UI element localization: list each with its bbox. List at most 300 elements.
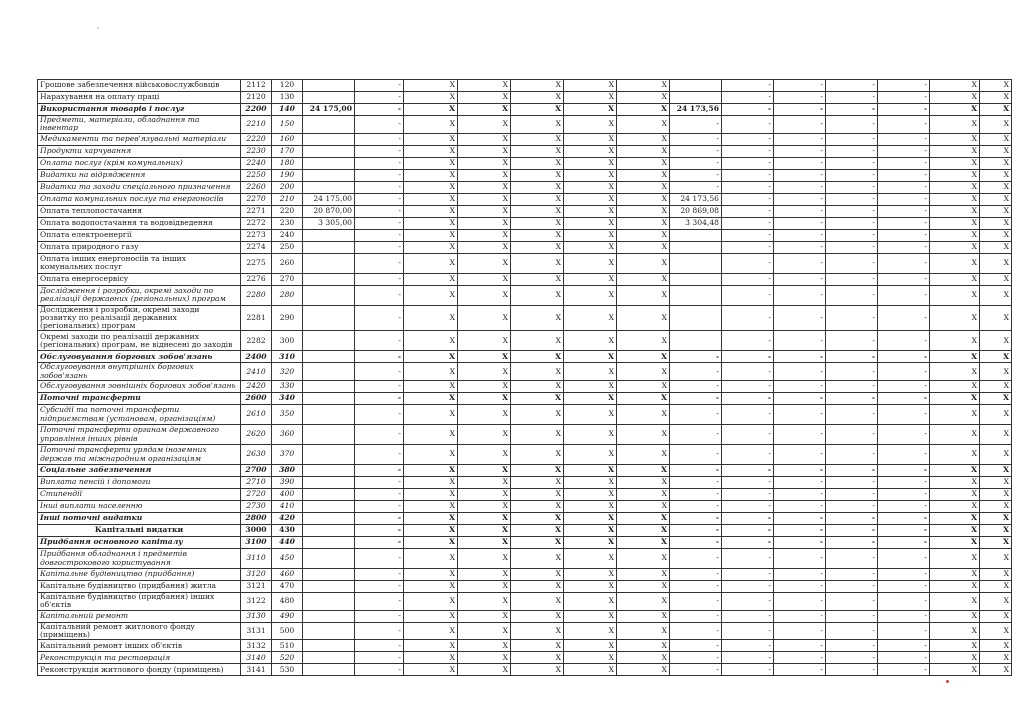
actual-amount-cell: -	[670, 133, 722, 145]
row-code-cell: 2120	[241, 92, 272, 104]
value-cell: -	[878, 652, 930, 664]
x-mark-cell: X	[980, 477, 1012, 489]
x-mark-cell: X	[617, 489, 670, 501]
plan-amount-cell	[303, 569, 355, 581]
row-name-cell: Дослідження і розробки, окремі заходи розвитку по реалізації державних (регіональних) програм	[38, 305, 241, 331]
x-mark-cell: X	[980, 465, 1012, 477]
x-mark-cell: X	[930, 104, 980, 116]
value-cell: -	[722, 104, 774, 116]
actual-amount-cell: -	[670, 513, 722, 525]
value-cell: -	[826, 569, 878, 581]
value-cell: -	[722, 331, 774, 351]
x-mark-cell: X	[617, 205, 670, 217]
row-code-cell: 2720	[241, 489, 272, 501]
value-cell: -	[826, 477, 878, 489]
x-mark-cell: X	[511, 610, 564, 622]
row-number-cell: 160	[272, 133, 303, 145]
row-name-cell: Капітальні видатки	[38, 525, 241, 537]
row-number-cell: 210	[272, 193, 303, 205]
x-mark-cell: X	[617, 610, 670, 622]
x-mark-cell: X	[458, 393, 511, 405]
row-number-cell: 400	[272, 489, 303, 501]
x-mark-cell: X	[511, 205, 564, 217]
value-cell: -	[355, 569, 404, 581]
value-cell: -	[826, 169, 878, 181]
actual-amount-cell: -	[670, 145, 722, 157]
row-number-cell: 290	[272, 305, 303, 331]
value-cell: -	[355, 145, 404, 157]
x-mark-cell: X	[930, 80, 980, 92]
table-row	[38, 169, 1012, 181]
x-mark-cell: X	[930, 477, 980, 489]
x-mark-cell: X	[617, 425, 670, 445]
row-number-cell: 470	[272, 581, 303, 593]
x-mark-cell: X	[458, 193, 511, 205]
plan-amount-cell	[303, 513, 355, 525]
table-row	[38, 193, 1012, 205]
row-code-cell: 2710	[241, 477, 272, 489]
x-mark-cell: X	[564, 465, 617, 477]
value-cell: -	[722, 217, 774, 229]
x-mark-cell: X	[564, 393, 617, 405]
row-name-cell: Стипендії	[38, 489, 241, 501]
actual-amount-cell: -	[670, 501, 722, 513]
actual-amount-cell: -	[670, 581, 722, 593]
x-mark-cell: X	[511, 445, 564, 465]
row-code-cell: 2700	[241, 465, 272, 477]
x-mark-cell: X	[980, 145, 1012, 157]
value-cell: -	[355, 133, 404, 145]
x-mark-cell: X	[404, 581, 458, 593]
plan-amount-cell	[303, 477, 355, 489]
value-cell: -	[826, 285, 878, 305]
row-code-cell: 2210	[241, 116, 272, 134]
x-mark-cell: X	[564, 425, 617, 445]
value-cell: -	[722, 513, 774, 525]
row-code-cell: 2220	[241, 133, 272, 145]
value-cell: -	[722, 393, 774, 405]
x-mark-cell: X	[511, 664, 564, 676]
value-cell: -	[355, 157, 404, 169]
x-mark-cell: X	[980, 229, 1012, 241]
value-cell: -	[355, 253, 404, 273]
value-cell: -	[878, 465, 930, 477]
x-mark-cell: X	[458, 80, 511, 92]
x-mark-cell: X	[617, 569, 670, 581]
x-mark-cell: X	[564, 157, 617, 169]
value-cell: -	[774, 80, 826, 92]
row-code-cell: 3100	[241, 537, 272, 549]
value-cell: -	[774, 253, 826, 273]
plan-amount-cell: 20 870,00	[303, 205, 355, 217]
x-mark-cell: X	[564, 285, 617, 305]
value-cell: -	[774, 181, 826, 193]
row-code-cell: 2273	[241, 229, 272, 241]
x-mark-cell: X	[564, 351, 617, 363]
value-cell: -	[355, 116, 404, 134]
x-mark-cell: X	[617, 305, 670, 331]
value-cell: -	[878, 537, 930, 549]
plan-amount-cell	[303, 581, 355, 593]
x-mark-cell: X	[930, 253, 980, 273]
x-mark-cell: X	[404, 652, 458, 664]
actual-amount-cell: 3 304,48	[670, 217, 722, 229]
row-code-cell: 3131	[241, 622, 272, 640]
value-cell: -	[722, 145, 774, 157]
x-mark-cell: X	[980, 525, 1012, 537]
x-mark-cell: X	[980, 305, 1012, 331]
value-cell: -	[774, 145, 826, 157]
value-cell: -	[878, 305, 930, 331]
plan-amount-cell	[303, 285, 355, 305]
value-cell: -	[355, 229, 404, 241]
row-code-cell: 2610	[241, 405, 272, 425]
x-mark-cell: X	[564, 622, 617, 640]
row-number-cell: 220	[272, 205, 303, 217]
x-mark-cell: X	[564, 381, 617, 393]
value-cell: -	[355, 445, 404, 465]
plan-amount-cell	[303, 593, 355, 611]
plan-amount-cell: 24 175,00	[303, 193, 355, 205]
x-mark-cell: X	[930, 549, 980, 569]
row-name-cell: Оплата електроенергії	[38, 229, 241, 241]
x-mark-cell: X	[617, 664, 670, 676]
x-mark-cell: X	[930, 622, 980, 640]
value-cell: -	[878, 525, 930, 537]
plan-amount-cell	[303, 537, 355, 549]
x-mark-cell: X	[511, 193, 564, 205]
value-cell: -	[355, 513, 404, 525]
row-code-cell: 2280	[241, 285, 272, 305]
x-mark-cell: X	[511, 92, 564, 104]
row-name-cell: Оплата природного газу	[38, 241, 241, 253]
row-code-cell: 2270	[241, 193, 272, 205]
x-mark-cell: X	[458, 229, 511, 241]
x-mark-cell: X	[617, 241, 670, 253]
x-mark-cell: X	[458, 157, 511, 169]
value-cell: -	[826, 133, 878, 145]
row-code-cell: 2250	[241, 169, 272, 181]
value-cell: -	[722, 169, 774, 181]
table-row	[38, 465, 1012, 477]
x-mark-cell: X	[617, 622, 670, 640]
x-mark-cell: X	[404, 305, 458, 331]
value-cell: -	[878, 205, 930, 217]
x-mark-cell: X	[930, 610, 980, 622]
x-mark-cell: X	[564, 116, 617, 134]
value-cell: -	[826, 489, 878, 501]
row-number-cell: 130	[272, 92, 303, 104]
value-cell: -	[722, 477, 774, 489]
table-row	[38, 305, 1012, 331]
x-mark-cell: X	[980, 116, 1012, 134]
value-cell: -	[826, 205, 878, 217]
value-cell: -	[826, 581, 878, 593]
value-cell: -	[722, 569, 774, 581]
x-mark-cell: X	[930, 405, 980, 425]
value-cell: -	[826, 273, 878, 285]
x-mark-cell: X	[511, 425, 564, 445]
value-cell: -	[774, 465, 826, 477]
x-mark-cell: X	[511, 393, 564, 405]
row-name-cell: Предмети, матеріали, обладнання та інвентар	[38, 116, 241, 134]
row-name-cell: Видатки та заходи спеціального призначення	[38, 181, 241, 193]
x-mark-cell: X	[930, 652, 980, 664]
value-cell: -	[355, 537, 404, 549]
row-name-cell: Дослідження і розробки, окремі заходи по реалізації державних (регіональних) програм	[38, 285, 241, 305]
x-mark-cell: X	[404, 273, 458, 285]
x-mark-cell: X	[930, 229, 980, 241]
x-mark-cell: X	[404, 169, 458, 181]
actual-amount-cell: -	[670, 181, 722, 193]
plan-amount-cell	[303, 501, 355, 513]
table-row	[38, 145, 1012, 157]
plan-amount-cell	[303, 622, 355, 640]
actual-amount-cell	[670, 92, 722, 104]
actual-amount-cell	[670, 253, 722, 273]
x-mark-cell: X	[980, 445, 1012, 465]
row-number-cell: 120	[272, 80, 303, 92]
x-mark-cell: X	[617, 92, 670, 104]
x-mark-cell: X	[980, 273, 1012, 285]
value-cell: -	[878, 169, 930, 181]
value-cell: -	[826, 241, 878, 253]
actual-amount-cell: -	[670, 381, 722, 393]
value-cell: -	[774, 285, 826, 305]
value-cell: -	[826, 229, 878, 241]
actual-amount-cell: -	[670, 445, 722, 465]
row-code-cell: 2420	[241, 381, 272, 393]
row-number-cell: 310	[272, 351, 303, 363]
x-mark-cell: X	[458, 363, 511, 381]
x-mark-cell: X	[980, 581, 1012, 593]
value-cell: -	[774, 549, 826, 569]
row-code-cell: 2200	[241, 104, 272, 116]
table-row	[38, 363, 1012, 381]
value-cell: -	[722, 501, 774, 513]
x-mark-cell: X	[980, 489, 1012, 501]
table-row	[38, 405, 1012, 425]
value-cell: -	[774, 133, 826, 145]
value-cell: -	[722, 205, 774, 217]
value-cell: -	[355, 381, 404, 393]
table-row	[38, 229, 1012, 241]
plan-amount-cell	[303, 169, 355, 181]
row-name-cell: Придбання основного капіталу	[38, 537, 241, 549]
value-cell: -	[826, 104, 878, 116]
x-mark-cell: X	[980, 513, 1012, 525]
row-name-cell: Видатки на відрядження	[38, 169, 241, 181]
row-name-cell: Виплата пенсій і допомоги	[38, 477, 241, 489]
value-cell: -	[878, 581, 930, 593]
value-cell: -	[826, 331, 878, 351]
value-cell: -	[878, 104, 930, 116]
x-mark-cell: X	[511, 241, 564, 253]
table-row	[38, 104, 1012, 116]
plan-amount-cell	[303, 465, 355, 477]
row-code-cell: 2620	[241, 425, 272, 445]
x-mark-cell: X	[617, 393, 670, 405]
x-mark-cell: X	[458, 405, 511, 425]
table-row	[38, 381, 1012, 393]
x-mark-cell: X	[980, 393, 1012, 405]
actual-amount-cell: -	[670, 405, 722, 425]
row-number-cell: 280	[272, 285, 303, 305]
x-mark-cell: X	[930, 489, 980, 501]
x-mark-cell: X	[930, 465, 980, 477]
row-name-cell: Оплата енергосервісу	[38, 273, 241, 285]
value-cell: -	[826, 157, 878, 169]
x-mark-cell: X	[617, 133, 670, 145]
value-cell: -	[774, 477, 826, 489]
plan-amount-cell	[303, 489, 355, 501]
row-number-cell: 460	[272, 569, 303, 581]
x-mark-cell: X	[404, 664, 458, 676]
plan-amount-cell	[303, 116, 355, 134]
x-mark-cell: X	[930, 425, 980, 445]
value-cell: -	[722, 405, 774, 425]
x-mark-cell: X	[458, 445, 511, 465]
row-number-cell: 350	[272, 405, 303, 425]
row-name-cell: Окремі заходи по реалізації державних (регіональних) програм, не віднесені до заходів	[38, 331, 241, 351]
x-mark-cell: X	[617, 104, 670, 116]
plan-amount-cell	[303, 425, 355, 445]
row-code-cell: 3000	[241, 525, 272, 537]
value-cell: -	[774, 445, 826, 465]
value-cell: -	[355, 477, 404, 489]
value-cell: -	[722, 640, 774, 652]
x-mark-cell: X	[404, 537, 458, 549]
value-cell: -	[826, 593, 878, 611]
value-cell: -	[878, 363, 930, 381]
row-number-cell: 150	[272, 116, 303, 134]
x-mark-cell: X	[458, 305, 511, 331]
x-mark-cell: X	[511, 273, 564, 285]
table-row	[38, 549, 1012, 569]
actual-amount-cell: -	[670, 622, 722, 640]
row-name-cell: Капітальне будівництво (придбання) житла	[38, 581, 241, 593]
x-mark-cell: X	[564, 305, 617, 331]
value-cell: -	[355, 501, 404, 513]
x-mark-cell: X	[564, 477, 617, 489]
table-row	[38, 569, 1012, 581]
row-code-cell: 2271	[241, 205, 272, 217]
actual-amount-cell: -	[670, 610, 722, 622]
x-mark-cell: X	[564, 169, 617, 181]
x-mark-cell: X	[617, 525, 670, 537]
value-cell: -	[878, 513, 930, 525]
value-cell: -	[878, 193, 930, 205]
x-mark-cell: X	[458, 525, 511, 537]
value-cell: -	[826, 116, 878, 134]
x-mark-cell: X	[564, 549, 617, 569]
x-mark-cell: X	[458, 273, 511, 285]
value-cell: -	[355, 593, 404, 611]
x-mark-cell: X	[564, 273, 617, 285]
x-mark-cell: X	[980, 640, 1012, 652]
value-cell: -	[355, 193, 404, 205]
x-mark-cell: X	[930, 581, 980, 593]
x-mark-cell: X	[404, 181, 458, 193]
actual-amount-cell	[670, 305, 722, 331]
x-mark-cell: X	[980, 169, 1012, 181]
x-mark-cell: X	[617, 640, 670, 652]
x-mark-cell: X	[404, 525, 458, 537]
x-mark-cell: X	[511, 331, 564, 351]
value-cell: -	[722, 489, 774, 501]
actual-amount-cell	[670, 331, 722, 351]
x-mark-cell: X	[511, 549, 564, 569]
value-cell: -	[774, 363, 826, 381]
x-mark-cell: X	[564, 229, 617, 241]
row-number-cell: 490	[272, 610, 303, 622]
x-mark-cell: X	[458, 116, 511, 134]
actual-amount-cell: -	[670, 549, 722, 569]
row-name-cell: Використання товарів і послуг	[38, 104, 241, 116]
actual-amount-cell: -	[670, 537, 722, 549]
value-cell: -	[355, 640, 404, 652]
x-mark-cell: X	[404, 80, 458, 92]
x-mark-cell: X	[930, 569, 980, 581]
row-number-cell: 340	[272, 393, 303, 405]
value-cell: -	[878, 640, 930, 652]
value-cell: -	[826, 393, 878, 405]
x-mark-cell: X	[930, 331, 980, 351]
table-row	[38, 116, 1012, 134]
actual-amount-cell: -	[670, 363, 722, 381]
value-cell: -	[774, 622, 826, 640]
value-cell: -	[722, 157, 774, 169]
x-mark-cell: X	[404, 405, 458, 425]
x-mark-cell: X	[458, 425, 511, 445]
x-mark-cell: X	[404, 92, 458, 104]
row-name-cell: Поточні трансферти	[38, 393, 241, 405]
value-cell: -	[878, 477, 930, 489]
table-row	[38, 133, 1012, 145]
x-mark-cell: X	[617, 593, 670, 611]
x-mark-cell: X	[458, 205, 511, 217]
x-mark-cell: X	[511, 133, 564, 145]
x-mark-cell: X	[458, 622, 511, 640]
x-mark-cell: X	[980, 285, 1012, 305]
x-mark-cell: X	[511, 80, 564, 92]
x-mark-cell: X	[458, 489, 511, 501]
x-mark-cell: X	[404, 465, 458, 477]
value-cell: -	[774, 537, 826, 549]
value-cell: -	[774, 652, 826, 664]
actual-amount-cell: 24 173,56	[670, 193, 722, 205]
value-cell: -	[722, 273, 774, 285]
value-cell: -	[774, 593, 826, 611]
x-mark-cell: X	[458, 381, 511, 393]
value-cell: -	[826, 363, 878, 381]
x-mark-cell: X	[980, 363, 1012, 381]
value-cell: -	[878, 253, 930, 273]
plan-amount-cell	[303, 133, 355, 145]
value-cell: -	[774, 205, 826, 217]
value-cell: -	[826, 537, 878, 549]
x-mark-cell: X	[564, 331, 617, 351]
x-mark-cell: X	[404, 640, 458, 652]
table-row	[38, 622, 1012, 640]
table-row	[38, 489, 1012, 501]
x-mark-cell: X	[930, 513, 980, 525]
value-cell: -	[722, 465, 774, 477]
actual-amount-cell: -	[670, 116, 722, 134]
x-mark-cell: X	[930, 537, 980, 549]
x-mark-cell: X	[980, 253, 1012, 273]
value-cell: -	[355, 181, 404, 193]
